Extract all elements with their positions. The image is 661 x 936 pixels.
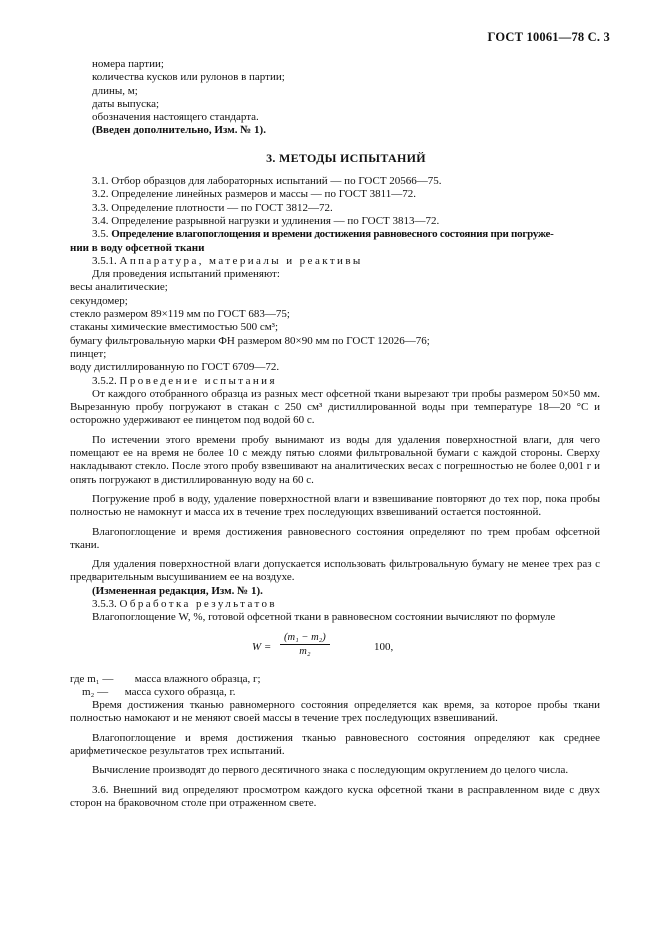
clause-3-5-1	[92, 255, 600, 268]
paragraph: Для удаления поверхностной влаги допускается использовать фильтровальную бумагу не менее трех раз с предварительным высушиванием ее на воздухе.	[70, 558, 600, 584]
clause-number: 3.5.1.	[92, 254, 117, 267]
clause-number: 3.5.	[92, 228, 109, 241]
list-item: номера партии;	[92, 58, 164, 70]
clause-title: Определение влагопоглощения и времени достижения равновесного состояния при погруже-	[111, 228, 554, 241]
clause-title: Аппаратура, материалы и реактивы	[119, 254, 363, 267]
formula-fraction	[280, 631, 330, 659]
clause-3-2: 3.2. Определение линейных размеров и массы — по ГОСТ 3811—72.	[92, 188, 417, 201]
legend-symbol: m₂ —	[82, 685, 109, 698]
paragraph: От каждого отобранного образца из разных мест офсетной ткани вырезают три пробы размером 50×50 мм. Вырезанную пробу погружают в стакан с 250 см³ дистиллированной воды при температуре 18—20 °С и осторожно удерживают ее пинцетом под водой 60 с.	[70, 387, 600, 427]
paragraph: Время достижения тканью равномерного состояния определяется как время, за которое пробы ткани полностью намокают и не меняют своей массы в течение трех последующих взвешиваний.	[70, 699, 600, 725]
amendment-note: (Измененная редакция, Изм. № 1).	[92, 584, 263, 597]
list-item: даты выпуска;	[92, 97, 160, 110]
clause-3-1: 3.1. Отбор образцов для лабораторных испытаний — по ГОСТ 20566—75.	[92, 175, 442, 188]
amendment-note: (Введен дополнительно, Изм. № 1).	[92, 124, 266, 137]
formula-numerator: (m₁ − m₂)	[280, 631, 330, 645]
paragraph: Вычисление производят до первого десятичного знака с последующим округлением до целого числа.	[92, 764, 569, 777]
paragraph: Погружение проб в воду, удаление поверхностной влаги и взвешивание повторяют до тех пор, пока пробы полностью не намокнут и масса их в течение трех последующих взвешиваний остается постоянной.	[70, 492, 600, 519]
legend-text: масса влажного образца, г;	[134, 672, 261, 685]
paragraph: Для проведения испытаний применяют:	[92, 268, 280, 281]
equipment-item: секундомер;	[70, 294, 128, 307]
clause-3-6: 3.6. Внешний вид определяют просмотром каждого куска офсетной ткани в расправленном виде с двух сторон на браковочном столе при отраженном свете.	[70, 783, 600, 809]
page-header: ГОСТ 10061—78 С. 3	[487, 30, 610, 44]
paragraph: Влагопоглощение W, %, готовой офсетной ткани в равновесном состоянии вычисляют по формуле	[92, 611, 556, 624]
paragraph: Влагопоглощение и время достижения равновесного состояния определяют по трем пробам офсетной ткани.	[70, 525, 600, 551]
clause-title-continued: нии в воду офсетной ткани	[70, 241, 205, 254]
formula-legend-row	[82, 685, 600, 699]
section-title: 3. МЕТОДЫ ИСПЫТАНИЙ	[266, 150, 426, 165]
equipment-item: воду дистиллированную по ГОСТ 6709—72.	[70, 361, 280, 374]
clause-3-3: 3.3. Определение плотности — по ГОСТ 3812—72.	[92, 201, 333, 214]
list-item: количества кусков или рулонов в партии;	[92, 71, 285, 84]
clause-title: Проведение испытания	[119, 374, 277, 387]
clause-3-5-2	[92, 375, 600, 388]
clause-number: 3.5.2.	[92, 374, 117, 387]
clause-3-4: 3.4. Определение разрывной нагрузки и удлинения — по ГОСТ 3813—72.	[92, 214, 440, 227]
equipment-item: бумагу фильтровальную марки ФН размером 80×90 мм по ГОСТ 12026—76;	[70, 334, 430, 347]
legend-symbol: где m₁ —	[70, 672, 114, 685]
document-body	[70, 58, 600, 810]
formula-rhs: 100,	[374, 640, 394, 653]
formula-lhs: W =	[252, 640, 272, 653]
equipment-item: весы аналитические;	[70, 281, 168, 294]
paragraph: Влагопоглощение и время достижения тканью равновесного состояния определяют как среднее арифметическое результатов трех испытаний.	[70, 731, 600, 758]
paragraph: По истечении этого времени пробу вынимают из воды для удаления поверхностной влаги, для чего помещают ее на время не более 10 с между пятью слоями фильтровальной бумаги с каждой стороны. Сверху накладывают стекло. После этого пробу взвешивают на аналитических весах с погрешностью не более 0,001 г и опять погружают в дистиллированную воду на 60 с.	[70, 433, 600, 486]
equipment-item: стаканы химические вместимостью 500 см³;	[70, 321, 279, 334]
clause-3-5-3	[92, 598, 600, 611]
formula-legend-row	[70, 673, 600, 686]
equipment-item: стекло размером 89×119 мм по ГОСТ 683—75;	[70, 308, 290, 321]
list-item: длины, м;	[92, 84, 138, 97]
legend-text: масса сухого образца, г.	[124, 685, 236, 698]
list-item: обозначения настоящего стандарта.	[92, 111, 259, 124]
equipment-item: пинцет;	[70, 347, 107, 360]
clause-3-5	[70, 228, 600, 241]
moisture-formula	[92, 631, 600, 669]
clause-number: 3.5.3.	[92, 597, 117, 610]
clause-title: Обработка результатов	[119, 597, 278, 610]
formula-denominator: m₂	[299, 645, 311, 657]
